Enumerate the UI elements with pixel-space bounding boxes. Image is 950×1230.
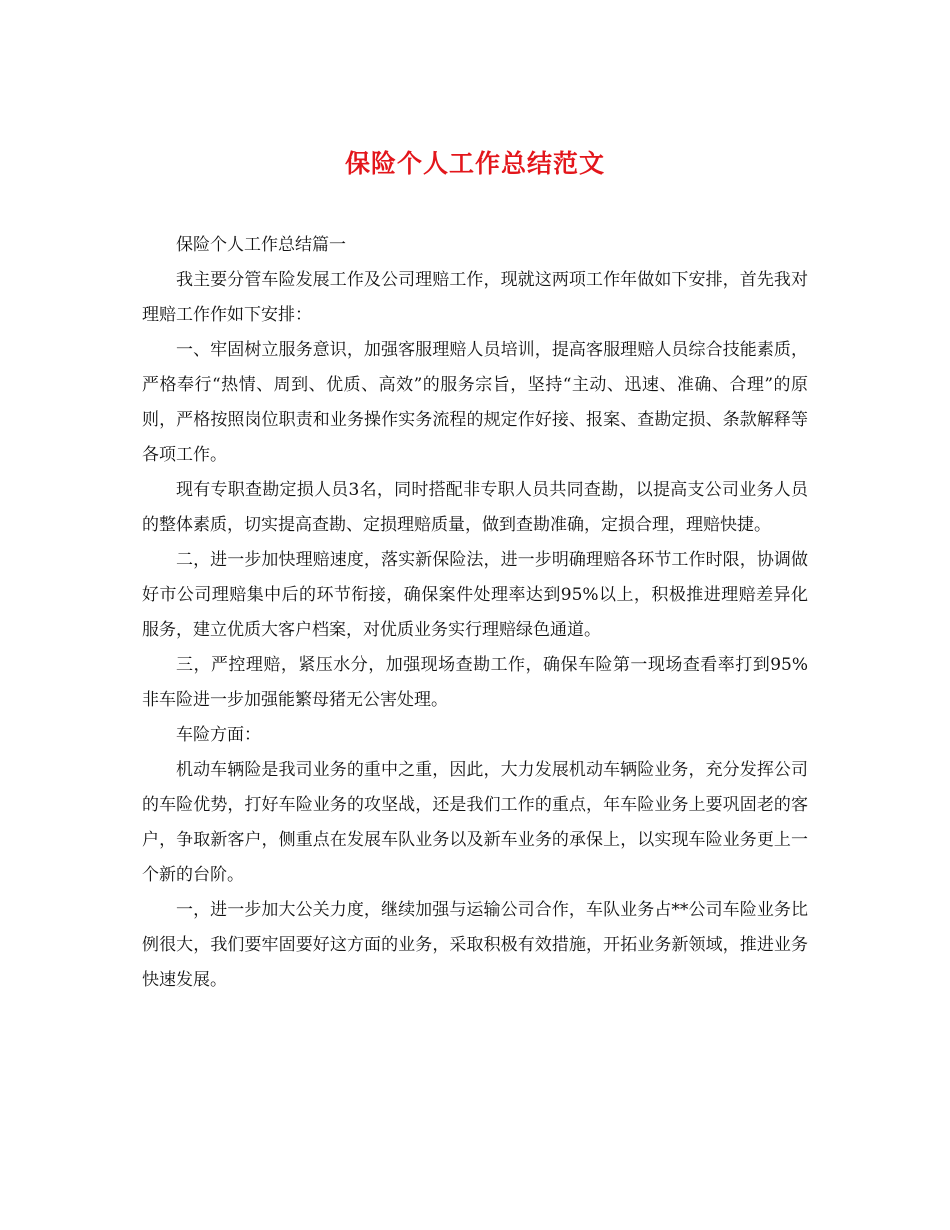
paragraph-survey-staff: 现有专职查勘定损人员3名，同时搭配非专职人员共同查勘，以提高支公司业务人员的整体素质，切实提高查勘、定损理赔质量，做到查勘准确，定损合理，理赔快捷。 [142, 480, 808, 535]
paragraph-auto-insurance-focus: 机动车辆险是我司业务的重中之重，因此，大力发展机动车辆险业务，充分发挥公司的车险优势，打好车险业务的攻坚战，还是我们工作的重点，年车险业务上要巩固老的客户，争取新客户，侧重点在发展车队业务以及新车业务的承保上，以实现车险业务更上一个新的台阶。 [142, 760, 808, 885]
paragraph-public-relations: 一，进一步加大公关力度，继续加强与运输公司合作，车队业务占**公司车险业务比例很大，我们要牢固要好这方面的业务，采取积极有效措施，开拓业务新领域，推进业务快速发展。 [142, 900, 808, 990]
paragraph-claim-speed: 二，进一步加快理赔速度，落实新保险法，进一步明确理赔各环节工作时限，协调做好市公司理赔集中后的环节衔接，确保案件处理率达到95%以上，积极推进理赔差异化服务，建立优质大客户档案，对优质业务实行理赔绿色通道。 [142, 550, 808, 640]
paragraph-auto-insurance-heading: 车险方面： [176, 725, 261, 745]
paragraph-section-heading: 保险个人工作总结篇一 [176, 235, 346, 255]
paragraph-claim-control: 三，严控理赔，紧压水分，加强现场查勘工作，确保车险第一现场查看率打到95%非车险进一步加强能繁母猪无公害处理。 [142, 655, 808, 710]
document-title: 保险个人工作总结范文 [344, 149, 605, 178]
paragraph-intro: 我主要分管车险发展工作及公司理赔工作，现就这两项工作年做如下安排，首先我对理赔工作作如下安排： [142, 270, 808, 325]
document-body [142, 228, 808, 998]
paragraph-service-awareness: 一、牢固树立服务意识，加强客服理赔人员培训，提高客服理赔人员综合技能素质，严格奉行“热情、周到、优质、高效”的服务宗旨，坚持“主动、迅速、准确、合理”的原则，严格按照岗位职责和业务操作实务流程的规定作好接、报案、查勘定损、条款解释等各项工作。 [142, 340, 808, 465]
